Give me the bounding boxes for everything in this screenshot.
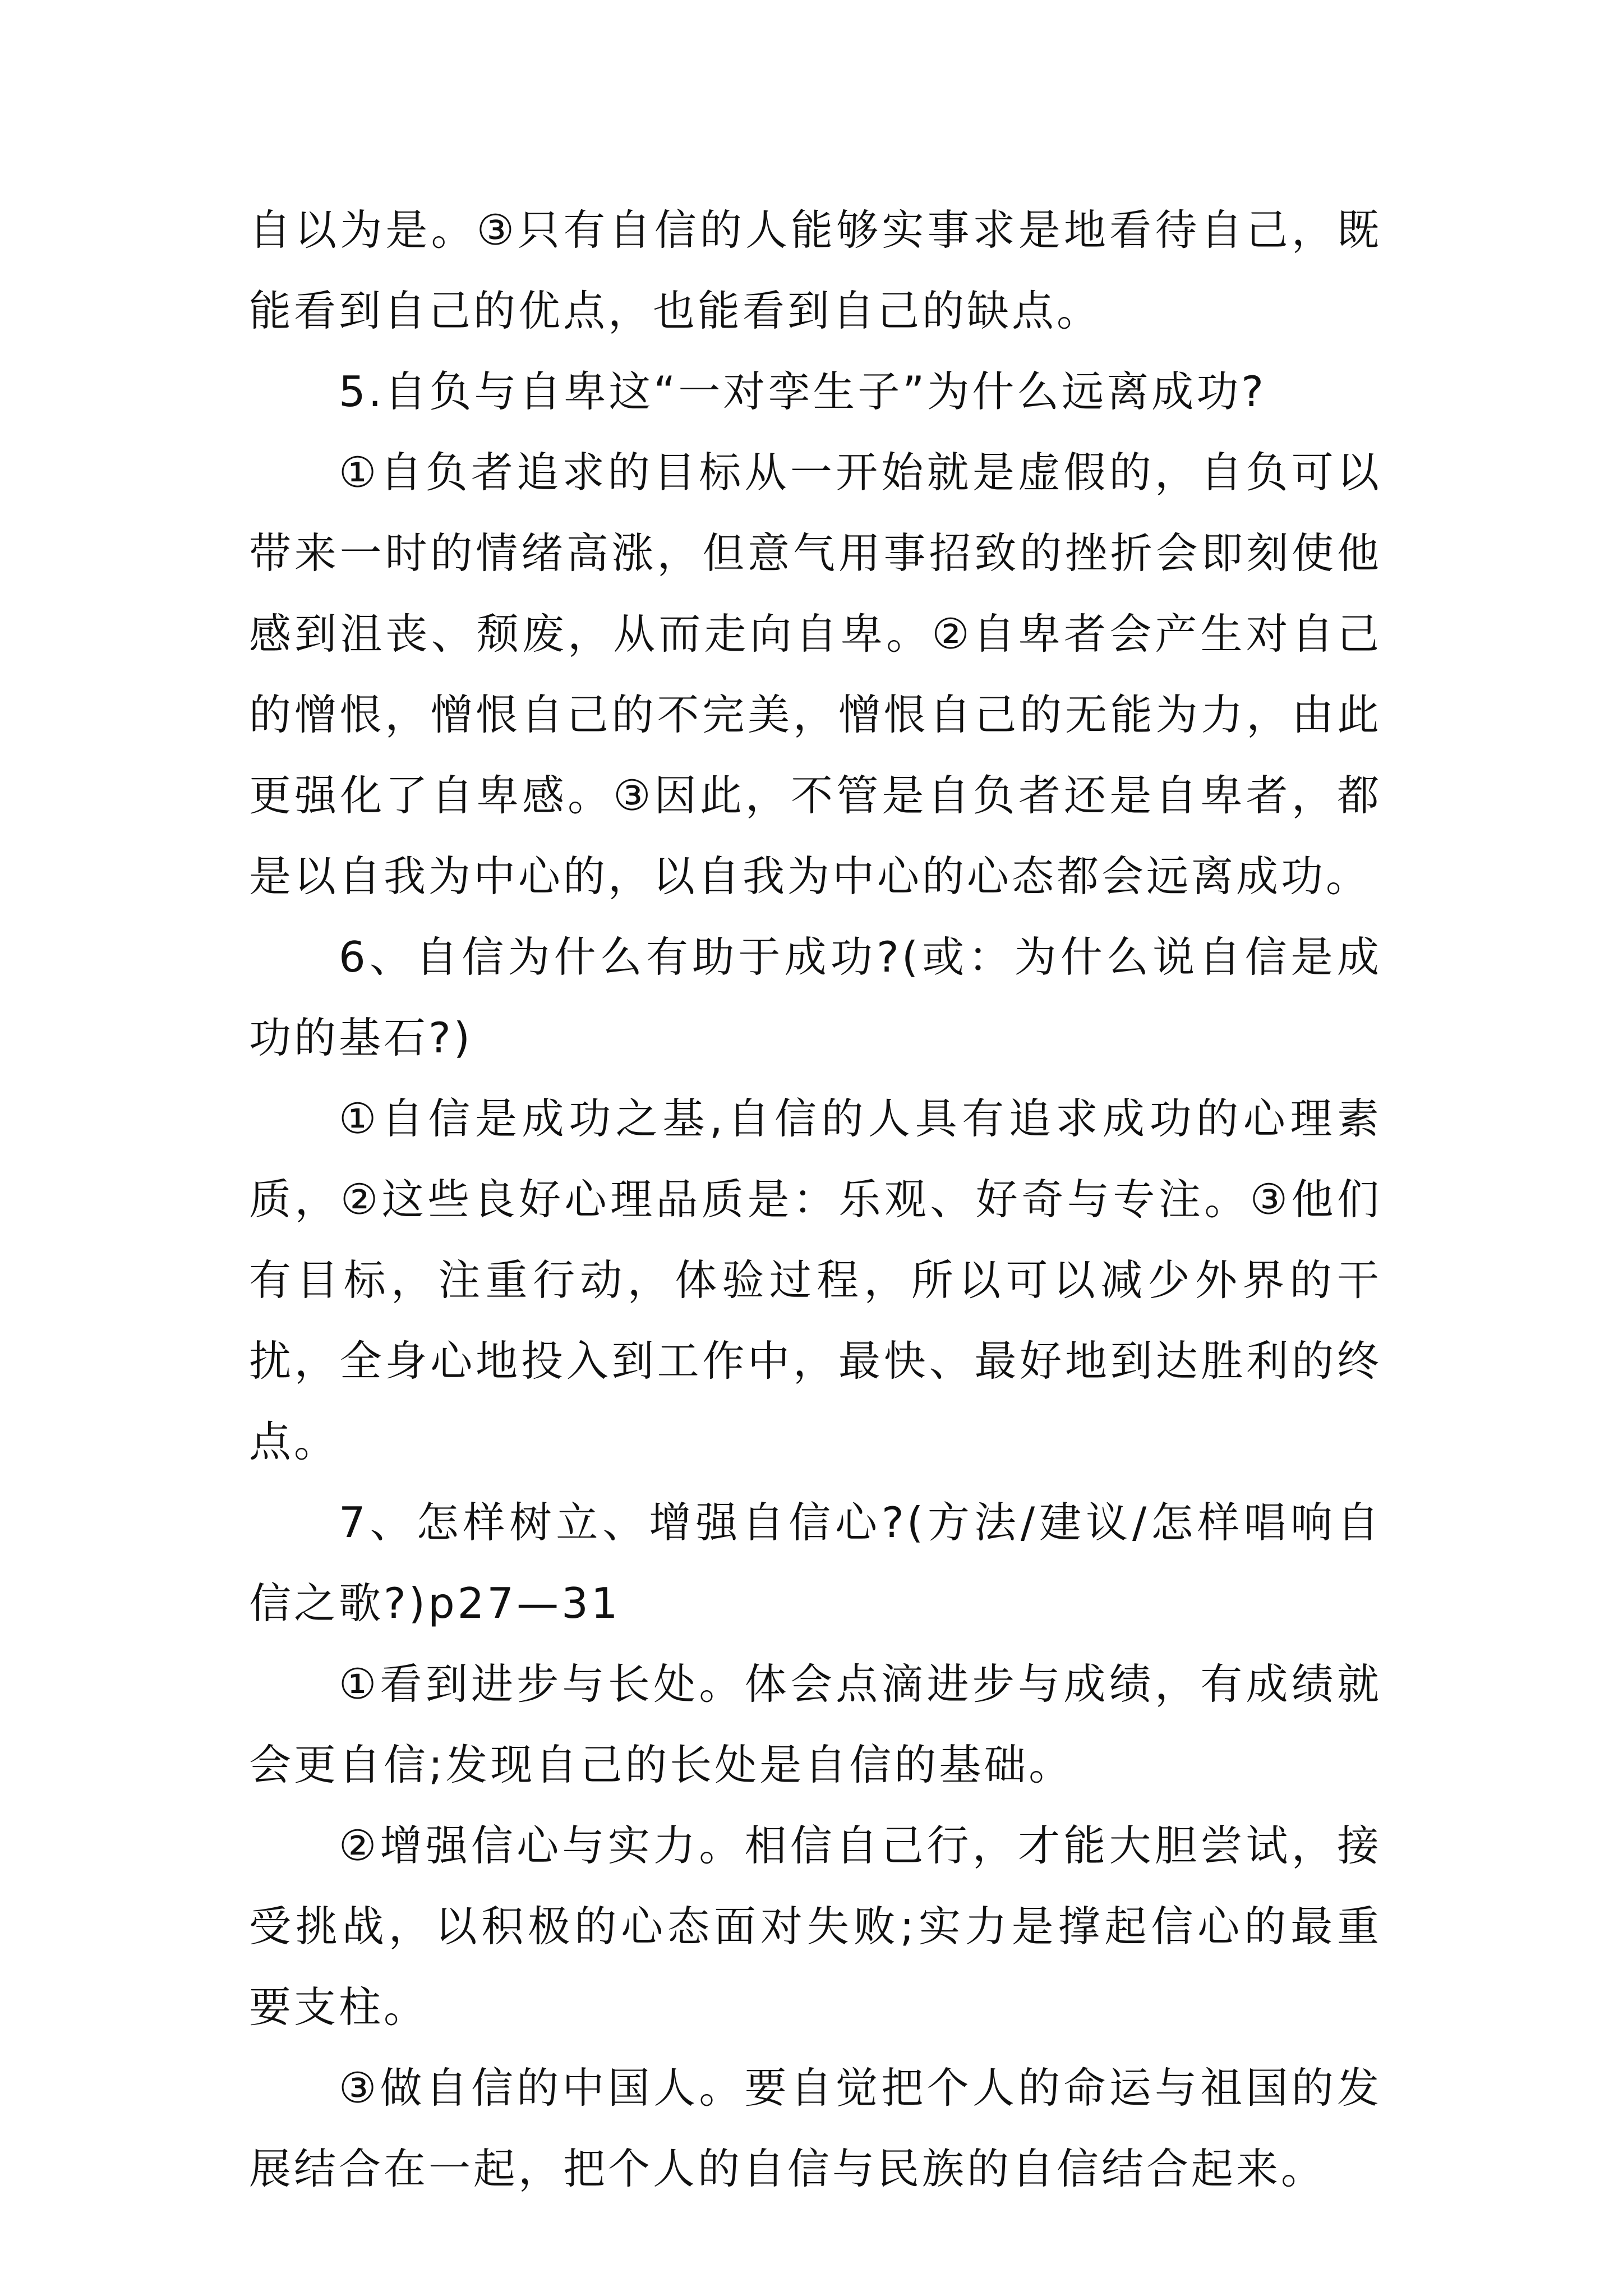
- question-6-heading: 6、自信为什么有助于成功?(或：为什么说自信是成功的基石?): [249, 932, 1382, 1062]
- answer-6-paragraph: ①自信是成功之基,自信的人具有追求成功的心理素质，②这些良好心理品质是：乐观、好奇与专注。③他们有目标，注重行动，体验过程，所以可以减少外界的干扰，全身心地投入到工作中，最快、最好地到达胜利的终点。: [249, 1094, 1382, 1466]
- answer-7-point-1: ①看到进步与长处。体会点滴进步与成绩，有成绩就会更自信;发现自己的长处是自信的基础。: [249, 1659, 1382, 1789]
- paragraph-continuation: 自以为是。③只有自信的人能够实事求是地看待自己，既能看到自己的优点，也能看到自己的缺点。: [249, 205, 1382, 335]
- question-7-heading: 7、怎样树立、增强自信心?(方法/建议/怎样唱响自信之歌?)p27—31: [249, 1498, 1382, 1628]
- answer-5-paragraph: ①自负者追求的目标从一开始就是虚假的，自负可以带来一时的情绪高涨，但意气用事招致的挫折会即刻使他感到沮丧、颓废，从而走向自卑。②自卑者会产生对自己的憎恨，憎恨自己的不完美，憎恨自己的无能为力，由此更强化了自卑感。③因此，不管是自负者还是自卑者，都是以自我为中心的，以自我为中心的心态都会远离成功。: [249, 448, 1382, 901]
- question-5-heading: 5.自负与自卑这“一对孪生子”为什么远离成功?: [339, 367, 1267, 416]
- document-body: [249, 190, 1382, 2209]
- answer-7-point-2: ②增强信心与实力。相信自己行，才能大胆尝试，接受挑战，以积极的心态面对失败;实力是撑起信心的最重要支柱。: [249, 1821, 1382, 2032]
- answer-7-point-3: ③做自信的中国人。要自觉把个人的命运与祖国的发展结合在一起，把个人的自信与民族的自信结合起来。: [249, 2063, 1382, 2193]
